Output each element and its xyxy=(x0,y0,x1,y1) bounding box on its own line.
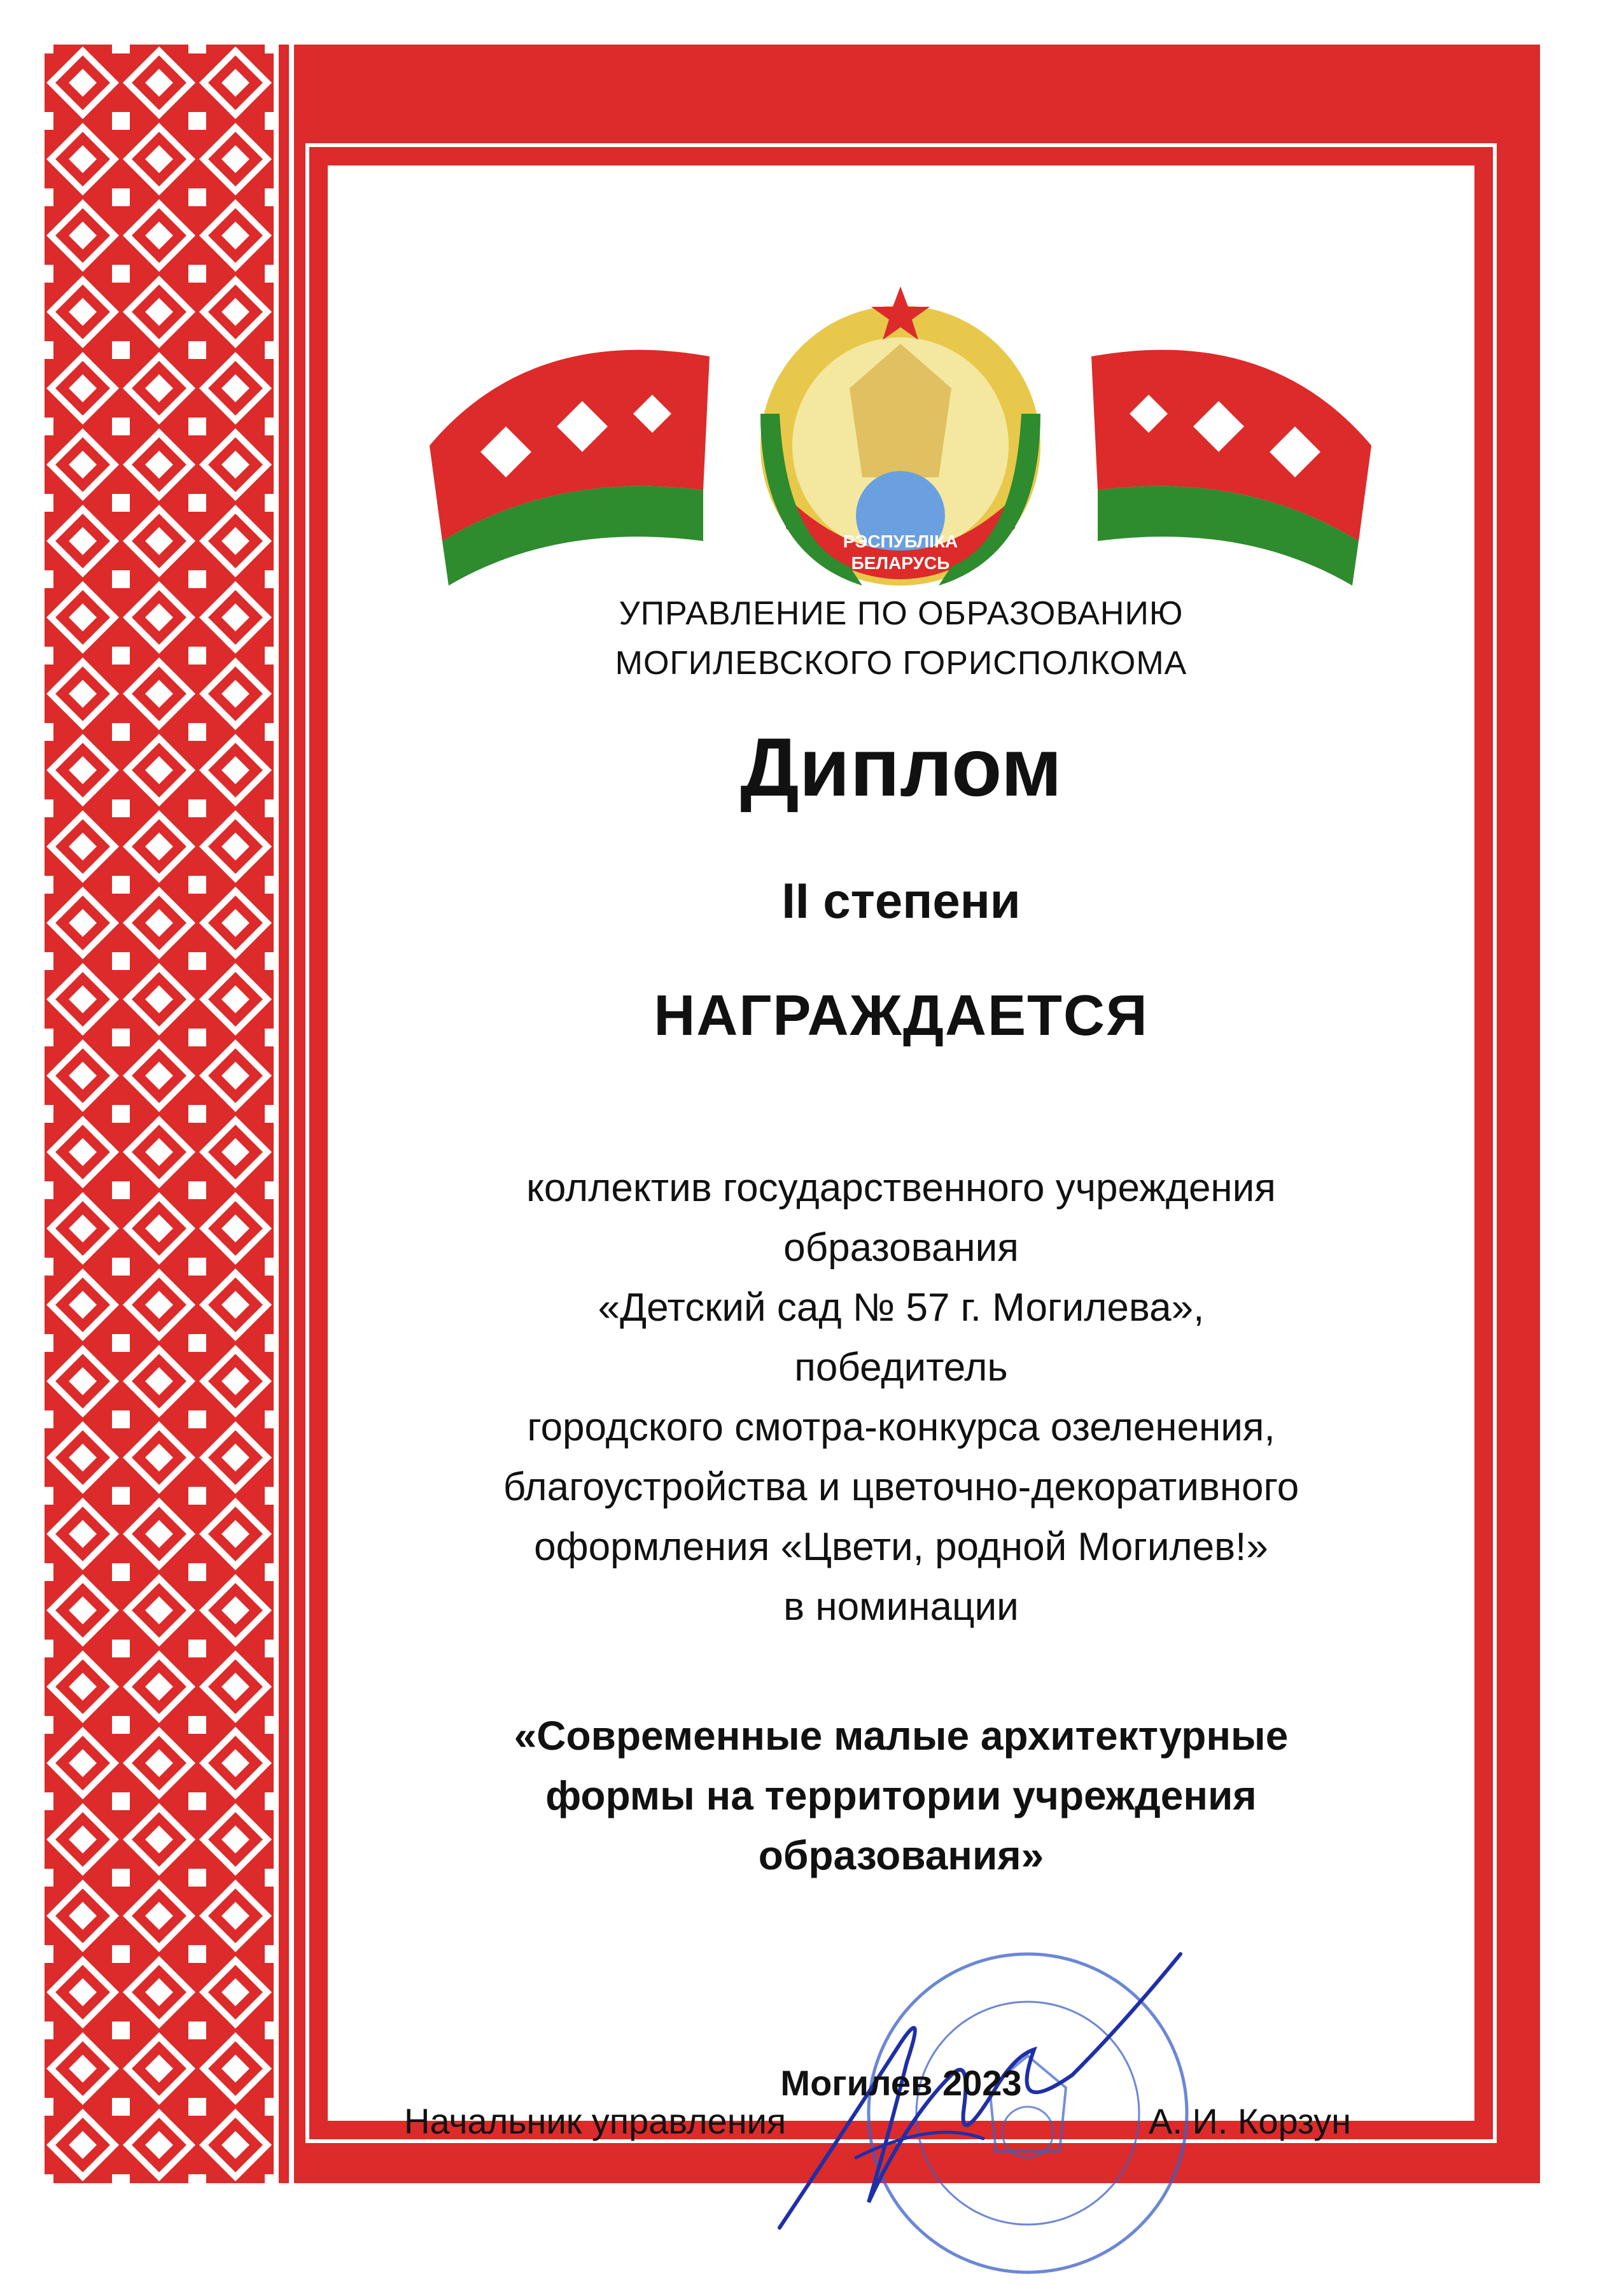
award-body xyxy=(328,1158,1474,1637)
nomination-line: формы на территории учреждения xyxy=(545,1773,1257,1818)
diploma-title: Диплом xyxy=(740,721,1062,813)
body-line: оформления «Цвети, родной Могилев!» xyxy=(534,1525,1268,1569)
signatory-name: А. И. Корзун xyxy=(1149,2101,1352,2141)
body-line: городского смотра-конкурса озеленения, xyxy=(527,1405,1275,1449)
coat-of-arms-emblem xyxy=(404,286,1397,617)
organization-line: УПРАВЛЕНИЕ ПО ОБРАЗОВАНИЮ xyxy=(619,595,1184,632)
ornament-band xyxy=(45,45,274,2183)
nomination-line: образования» xyxy=(758,1832,1044,1878)
nomination-title xyxy=(328,1706,1474,1885)
body-line: победитель xyxy=(794,1346,1008,1389)
diploma-card xyxy=(328,165,1474,2141)
emblem-ribbon-line2: БЕЛАРУСЬ xyxy=(851,553,950,573)
body-line: благоустройства и цветочно-декоративного xyxy=(503,1465,1299,1509)
band-divider xyxy=(274,45,279,2183)
body-line: образования xyxy=(783,1226,1019,1270)
organization-line: МОГИЛЕВСКОГО ГОРИСПОЛКОМА xyxy=(615,645,1187,682)
issuing-organization xyxy=(328,589,1474,688)
awarded-heading: НАГРАЖДАЕТСЯ xyxy=(654,984,1149,1048)
signatory-position: Начальник управления xyxy=(404,2101,787,2141)
diploma-sheet xyxy=(45,45,1540,2183)
band-divider xyxy=(289,45,294,2183)
body-line: «Детский сад № 57 г. Могилева», xyxy=(598,1286,1205,1330)
city-year: Могилев 2023 xyxy=(780,2063,1022,2103)
emblem-ribbon-line1: РЭСПУБЛІКА xyxy=(843,531,958,551)
diploma-degree: II степени xyxy=(781,873,1021,929)
body-line: в номинации xyxy=(783,1585,1019,1629)
body-line: коллектив государственного учреждения xyxy=(526,1166,1276,1210)
nomination-line: «Современные малые архитектурные xyxy=(514,1713,1289,1759)
